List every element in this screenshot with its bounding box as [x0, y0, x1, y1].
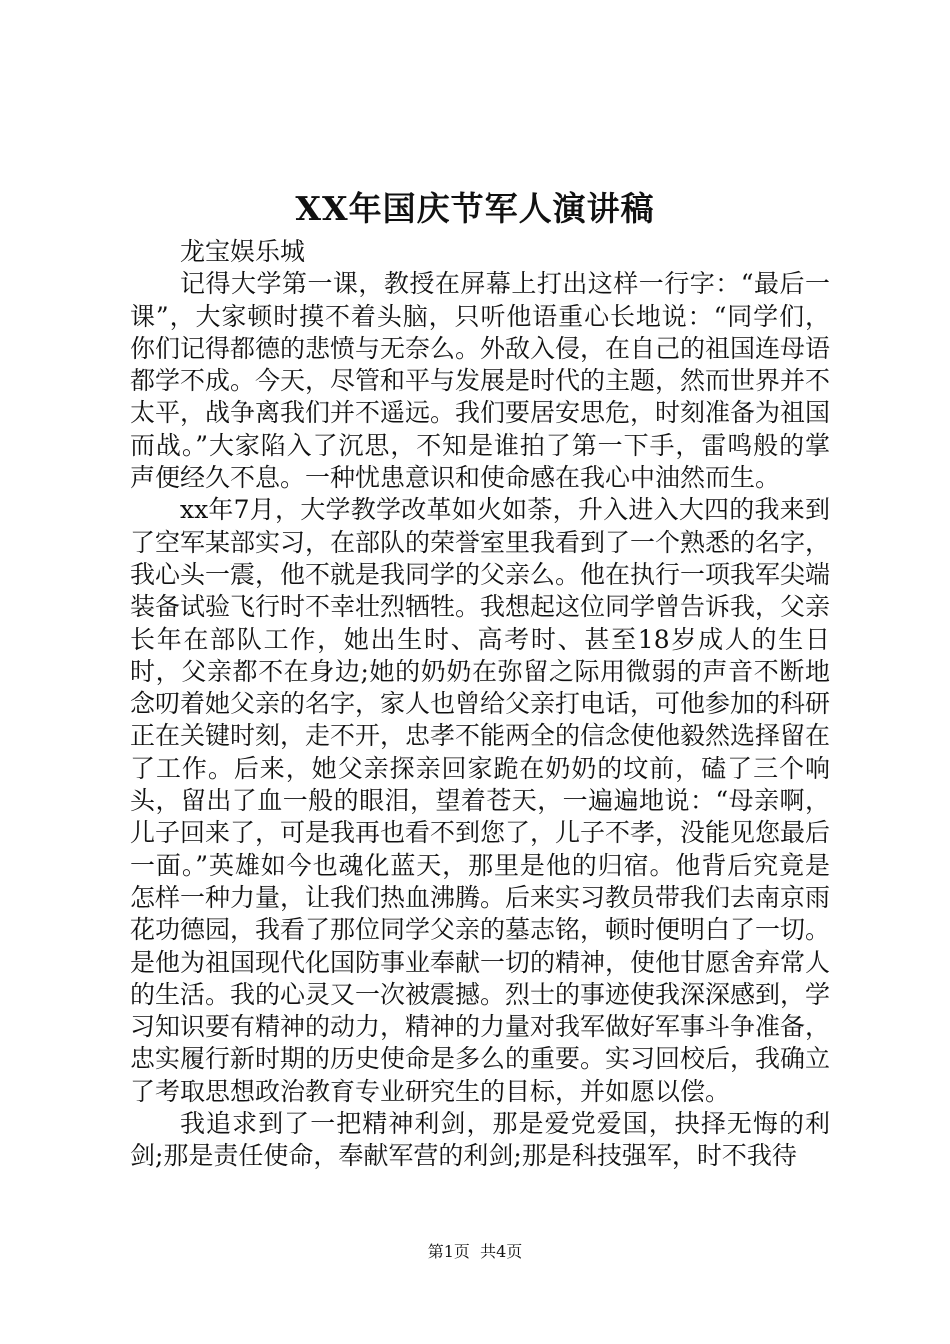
page-number-current: 第1页: [427, 1242, 470, 1261]
author-line: 龙宝娱乐城: [180, 237, 306, 266]
paragraph-3: 我追求到了一把精神利剑，那是爱党爱国，抉择无悔的利剑;那是责任使命，奉献军营的利剑;那是科技强军，时不我待: [130, 1109, 830, 1171]
paragraph-2: xx年7月，大学教学改革如火如荼，升入进入大四的我来到了空军某部实习，在部队的荣誉室里我看到了一个熟悉的名字，我心头一震，他不就是我同学的父亲么。他在执行一项我军尖端装备试验飞行时不幸壮烈牺牲。我想起这位同学曾告诉我，父亲长年在部队工作，她出生时、高考时、甚至18岁成人的生日时，父亲都不在身边;她的奶奶在弥留之际用微弱的声音不断地念叨着她父亲的名字，家人也曾给父亲打电话，可他参加的科研正在关键时刻，走不开，忠孝不能两全的信念使他毅然选择留在了工作。后来，她父亲探亲回家跪在奶奶的坟前，磕了三个响头，留出了血一般的眼泪，望着苍天，一遍遍地说：“母亲啊，儿子回来了，可是我再也看不到您了，儿子不孝，没能见您最后一面。”英雄如今也魂化蓝天，那里是他的归宿。他背后究竟是怎样一种力量，让我们热血沸腾。后来实习教员带我们去南京雨花功德园，我看了那位同学父亲的墓志铭，顿时便明白了一切。是他为祖国现代化国防事业奉献一切的精神，使他甘愿舍弃常人的生活。我的心灵又一次被震撼。烈士的事迹使我深深感到，学习知识要有精神的动力，精神的力量对我军做好军事斗争准备，忠实履行新时期的历史使命是多么的重要。实习回校后，我确立了考取思想政治教育专业研究生的目标，并如愿以偿。: [130, 495, 831, 1106]
paragraph-1: 记得大学第一课，教授在屏幕上打出这样一行字：“最后一课”，大家顿时摸不着头脑，只听他语重心长地说：“同学们，你们记得都德的悲愤与无奈么。外敌入侵，在自己的祖国连母语都学不成。今天，尽管和平与发展是时代的主题，然而世界并不太平，战争离我们并不遥远。我们要居安思危，时刻准备为祖国而战。”大家陷入了沉思，不知是谁拍了第一下手，雷鸣般的掌声便经久不息。一种忧患意识和使命感在我心中油然而生。: [130, 269, 831, 493]
page-footer: [0, 1240, 950, 1264]
page-number-total: 共4页: [480, 1242, 523, 1261]
document-body: [130, 236, 830, 1173]
document-title: XX年国庆节军人演讲稿: [295, 189, 655, 228]
